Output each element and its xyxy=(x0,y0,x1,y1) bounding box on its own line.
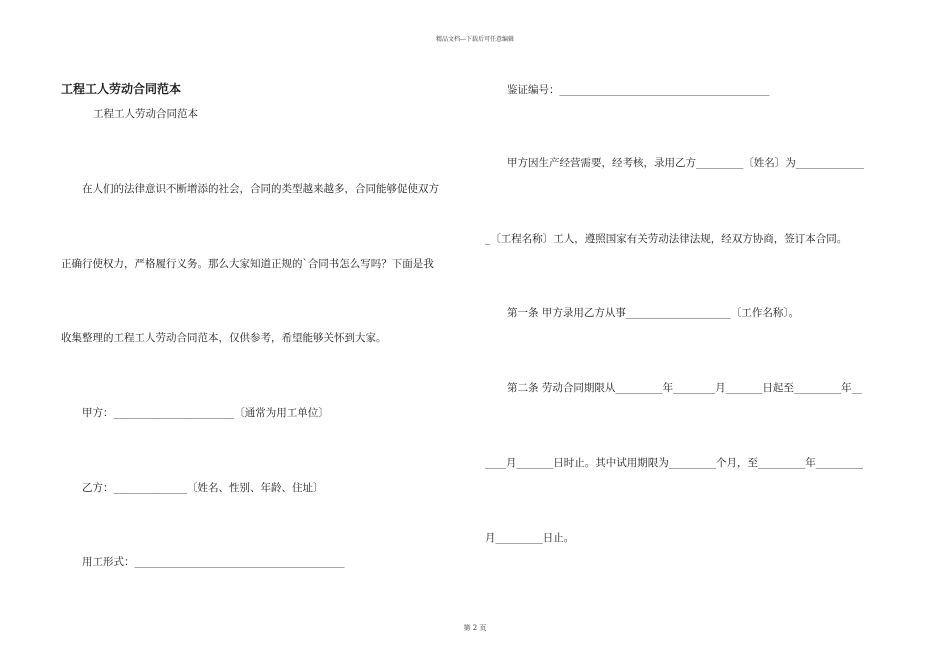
intro-paragraph-line-2: 正确行使权力，严格履行义务。那么大家知道正规的`合同书怎么写吗？下面是我 xyxy=(61,258,434,270)
employment-form-field: 用工形式：________________________________________ xyxy=(82,556,345,568)
party-a-field: 甲方：_______________________〔通常为用工单位〕 xyxy=(82,407,329,419)
page-number: 第 2 页 xyxy=(463,624,487,632)
clause-intro-line-2: _〔工程名称〕工人，遵照国家有关劳动法律法规，经双方协商，签订本合同。 xyxy=(485,233,848,245)
clause-intro-line-1: 甲方因生产经营需要，经考核，录用乙方_________〔姓名〕为_____________ xyxy=(507,157,864,169)
article-2-line-1: 第二条 劳动合同期限从_________年________月_______日起至_________年__ xyxy=(507,382,863,394)
document-title: 工程工人劳动合同范本 xyxy=(61,82,182,96)
intro-paragraph-line-3: 收集整理的工程工人劳动合同范本，仅供参考，希望能够关怀到大家。 xyxy=(61,332,387,344)
certification-number-field: 鉴证编号：________________________________________ xyxy=(507,84,770,96)
page-header: 精品文档---下载后可任意编辑 xyxy=(435,36,515,43)
document-subtitle: 工程工人劳动合同范本 xyxy=(93,108,198,120)
article-1: 第一条 甲方录用乙方从事____________________〔工作名称〕。 xyxy=(507,307,800,319)
intro-paragraph-line-1: 在人们的法律意识不断增添的社会，合同的类型越来越多，合同能够促使双方 xyxy=(82,183,439,195)
article-2-line-2: ____月_______日时止。其中试用期限为_________个月，至_________年_________ xyxy=(485,457,863,469)
party-b-field: 乙方：______________〔姓名、性别、年龄、住址〕 xyxy=(82,482,324,494)
article-2-line-3: 月_________日止。 xyxy=(485,532,575,544)
